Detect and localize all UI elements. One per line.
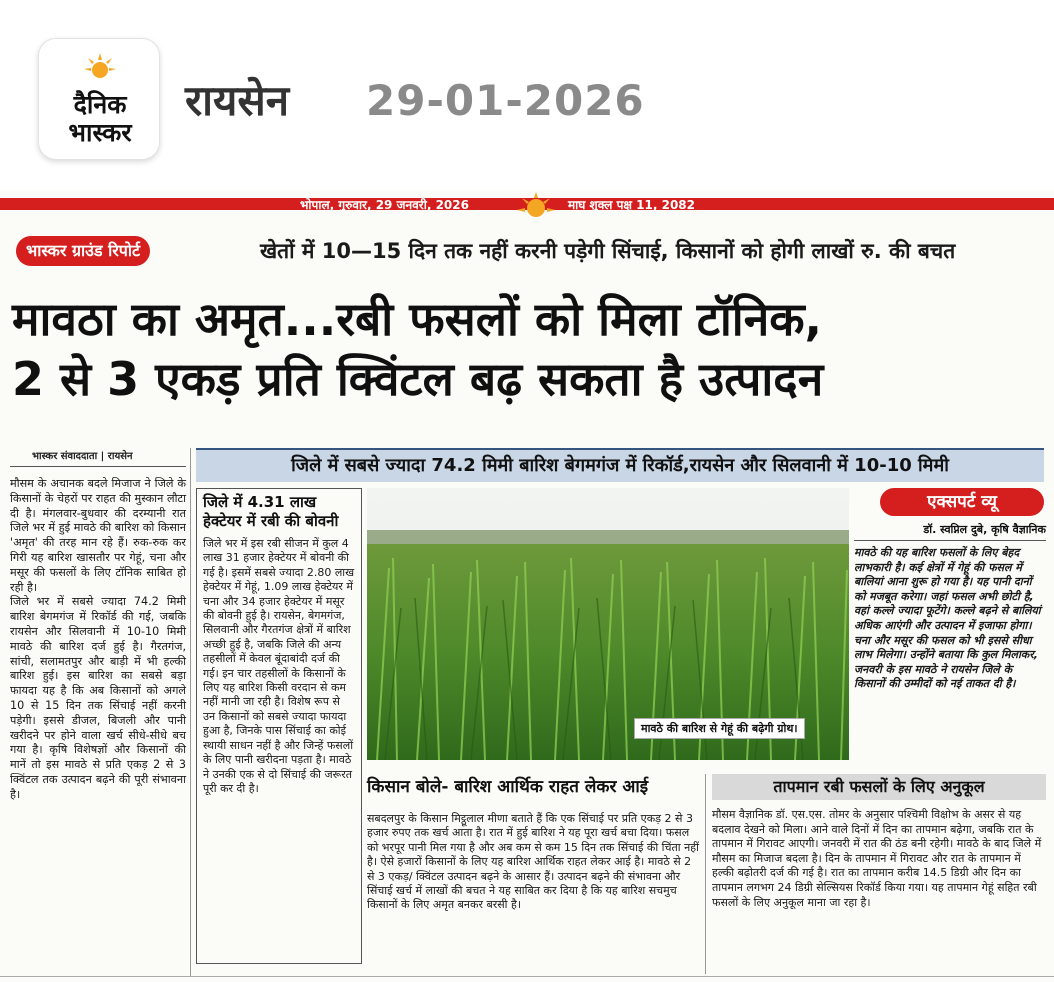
sowing-box-text: जिले भर में इस रबी सीजन में कुल 4 लाख 31 हजार हेक्टेयर में बोवनी की गई है। इसमें सबसे ज्यादा 2.80 लाख हेक्टेयर में गेहूं, 1.09 लाख हेक्टेयर में चना और 34 हजार हेक्टेयर में मसूर की बोवनी हुई है। रायसेन, बेगमगंज, सिलवानी और गैरतगंज क्षेत्रों में बारिश अच्छी हुई है, जबकि जिले की अन्य तहसीलों में केवल बूंदाबांदी दर्ज की गई। इन चार तहसीलों के किसानों के लिए यह बारिश किसी वरदान से कम नहीं मानी जा रही है। विशेष रूप से उन किसानों को सबसे ज्यादा फायदा हुआ है, जिनके पास सिंचाई का कोई स्थायी साधन नहीं है और जिन्हें फसलों के लिए पानी खरीदना पड़ता है। मावठे ने उनकी एक से दो सिंचाई की जरूरत पूरी कर दी है। (203, 537, 355, 795)
left-column-text (10, 477, 186, 803)
left-paragraph: मौसम के अचानक बदले मिजाज ने जिले के किसानों के चेहरों पर राहत की मुस्कान लौटा दी है। मंगलवार-बुधवार की दरम्यानी रात जिले भर में हुई मावठे की बारिश को किसान 'अमृत' की तरह मान रहे हैं। रुक-रुक कर गिरी यह बारिश खासतौर पर गेहूं, चना और मसूर की फसलों के लिए टॉनिक साबित हो रही है। (10, 477, 186, 594)
article-strapline: खेतों में 10—15 दिन तक नहीं करनी पड़ेगी सिंचाई, किसानों को होगी लाखों रु. की बचत (260, 239, 956, 263)
temperature-heading: तापमान रबी फसलों के लिए अनुकूल (773, 777, 985, 796)
edition-date: 29-01-2026 (366, 76, 645, 125)
expert-view-box (854, 488, 1050, 786)
left-paragraph: जिले भर में सबसे ज्यादा 74.2 मिमी बारिश बेगमगंज में रिकॉर्ड की गई, जबकि रायसेन और सिलवानी में 10-10 मिमी मावठे की बारिश दर्ज हुई है। गैरतगंज, सांची, सलामतपुर और बाड़ी में भी हल्की बारिश हुई। इस बारिश का सबसे बड़ा फायदा यह है कि अब किसानों को अगले 10 से 15 दिन तक सिंचाई नहीं करनी पड़ेगी। इससे डीजल, बिजली और पानी खरीदने पर होने वाला खर्च सीधे-सीधे बच गया है। कृषि विशेषज्ञों और किसानों की मानें तो इस मावठे से प्रति एकड़ 2 से 3 क्विंटल तक उत्पादन बढ़ने की पूरी संभावना है। (10, 595, 186, 801)
expert-view-badge: एक्सपर्ट व्यू (880, 488, 1044, 516)
page-bottom-rule (0, 976, 1054, 977)
rainfall-band (196, 448, 1044, 482)
sowing-box-heading: जिले में 4.31 लाख हेक्टेयर में रबी की बोवनी (203, 493, 339, 530)
column-divider (705, 774, 706, 974)
farmers-say-heading: किसान बोले- बारिश आर्थिक राहत लेकर आई (367, 777, 649, 797)
sun-icon (83, 51, 117, 85)
sun-emblem-icon (514, 190, 558, 224)
masthead-dateline: भोपाल, गुरुवार, 29 जनवरी, 2026 (300, 198, 469, 212)
dainik-bhaskar-logo[interactable] (38, 38, 160, 160)
logo-text-bhaskar: भास्कर (68, 118, 132, 147)
edition-city: रायसेन (185, 76, 290, 125)
app-header (0, 0, 1054, 190)
expert-text: मावठे की यह बारिश फसलों के लिए बेहद लाभकारी है। कई क्षेत्रों में गेहूं की फसल में बालियां आना शुरू हो गया है। यह पानी दानों को मजबूत करेगा। जहां फसल अभी छोटी है, वहां कल्ले ज्यादा फूटेंगे। कल्ले बढ़ने से बालियां अधिक आएंगी और उत्पादन में इजाफा होगा। चना और मसूर की फसल को भी इससे सीधा लाभ मिलेगा। उन्होंने बताया कि कुल मिलाकर, जनवरी के इस मावठे ने रायसेन जिले के किसानों की उम्मीदों को नई ताकत दी है। (854, 546, 1041, 691)
byline: भास्कर संवाददाता | रायसेन (10, 448, 186, 467)
logo-text-dainik: दैनिक (73, 90, 127, 119)
headline-line-2: 2 से 3 एकड़ प्रति क्विंटल बढ़ सकता है उत्पादन (12, 352, 824, 406)
headline-line-1: मावठा का अमृत...रबी फसलों को मिला टॉनिक, (12, 292, 823, 346)
rainfall-band-text: जिले में सबसे ज्यादा 74.2 मिमी बारिश बेगमगंज में रिकॉर्ड,रायसेन और सिलवानी में 10-10 मिमी (291, 455, 949, 476)
photo-caption: मावठे की बारिश से गेहूं की बढ़ेगी ग्रोथ। (634, 718, 805, 739)
temperature-text: मौसम वैज्ञानिक डॉ. एस.एस. तोमर के अनुसार पश्चिमी विक्षोभ के असर से यह बदलाव देखने को मिला। आने वाले दिनों में दिन का तापमान बढ़ेगा, जबकि रात के तापमान में गिरावट आएगी। जनवरी में रात की ठंड बनी रहेगी। मावठे के बाद जिले में मौसम का मिजाज बदला है। दिन के तापमान में गिरावट और रात के तापमान में हल्की बढ़ोतरी दर्ज की गई है। रात का तापमान करीब 14.5 डिग्री और दिन का तापमान लगभग 24 डिग्री सेल्सियस रिकॉर्ड किया गया। यह तापमान गेहूं सहित रबी फसलों के लिए अनुकूल माना जा रहा है। (712, 808, 1042, 909)
expert-name: डॉ. स्वप्निल दुबे, कृषि वैज्ञानिक (854, 522, 1046, 541)
masthead-panchang: माघ शुक्ल पक्ष 11, 2082 (568, 198, 695, 212)
sowing-box (196, 488, 362, 964)
left-column (10, 448, 186, 982)
column-divider (190, 448, 191, 976)
farmers-say-text: सबदलपुर के किसान मिट्ठूलाल मीणा बताते हैं कि एक सिंचाई पर प्रति एकड़ 2 से 3 हजार रुपए तक खर्च आता है। रात में हुई बारिश ने यह पूरा खर्च बचा दिया। फसल को भरपूर पानी मिल गया है और अब कम से कम 15 दिन तक सिंचाई की चिंता नहीं है। ऐसे हजारों किसानों के लिए यह बारिश आर्थिक राहत लेकर आई है। मावठे से 2 से 3 एकड़/ क्विंटल उत्पादन बढ़ने के आसार हैं। उत्पादन बढ़ने की संभावना और सिंचाई खर्च में लाखों की बचत ने यह साबित कर दिया है कि यह बारिश सचमुच किसानों के लिए अमृत बनकर बरसी है। (367, 812, 699, 912)
newspaper-page (0, 190, 1054, 982)
ground-report-tag: भास्कर ग्राउंड रिपोर्ट (16, 236, 150, 266)
